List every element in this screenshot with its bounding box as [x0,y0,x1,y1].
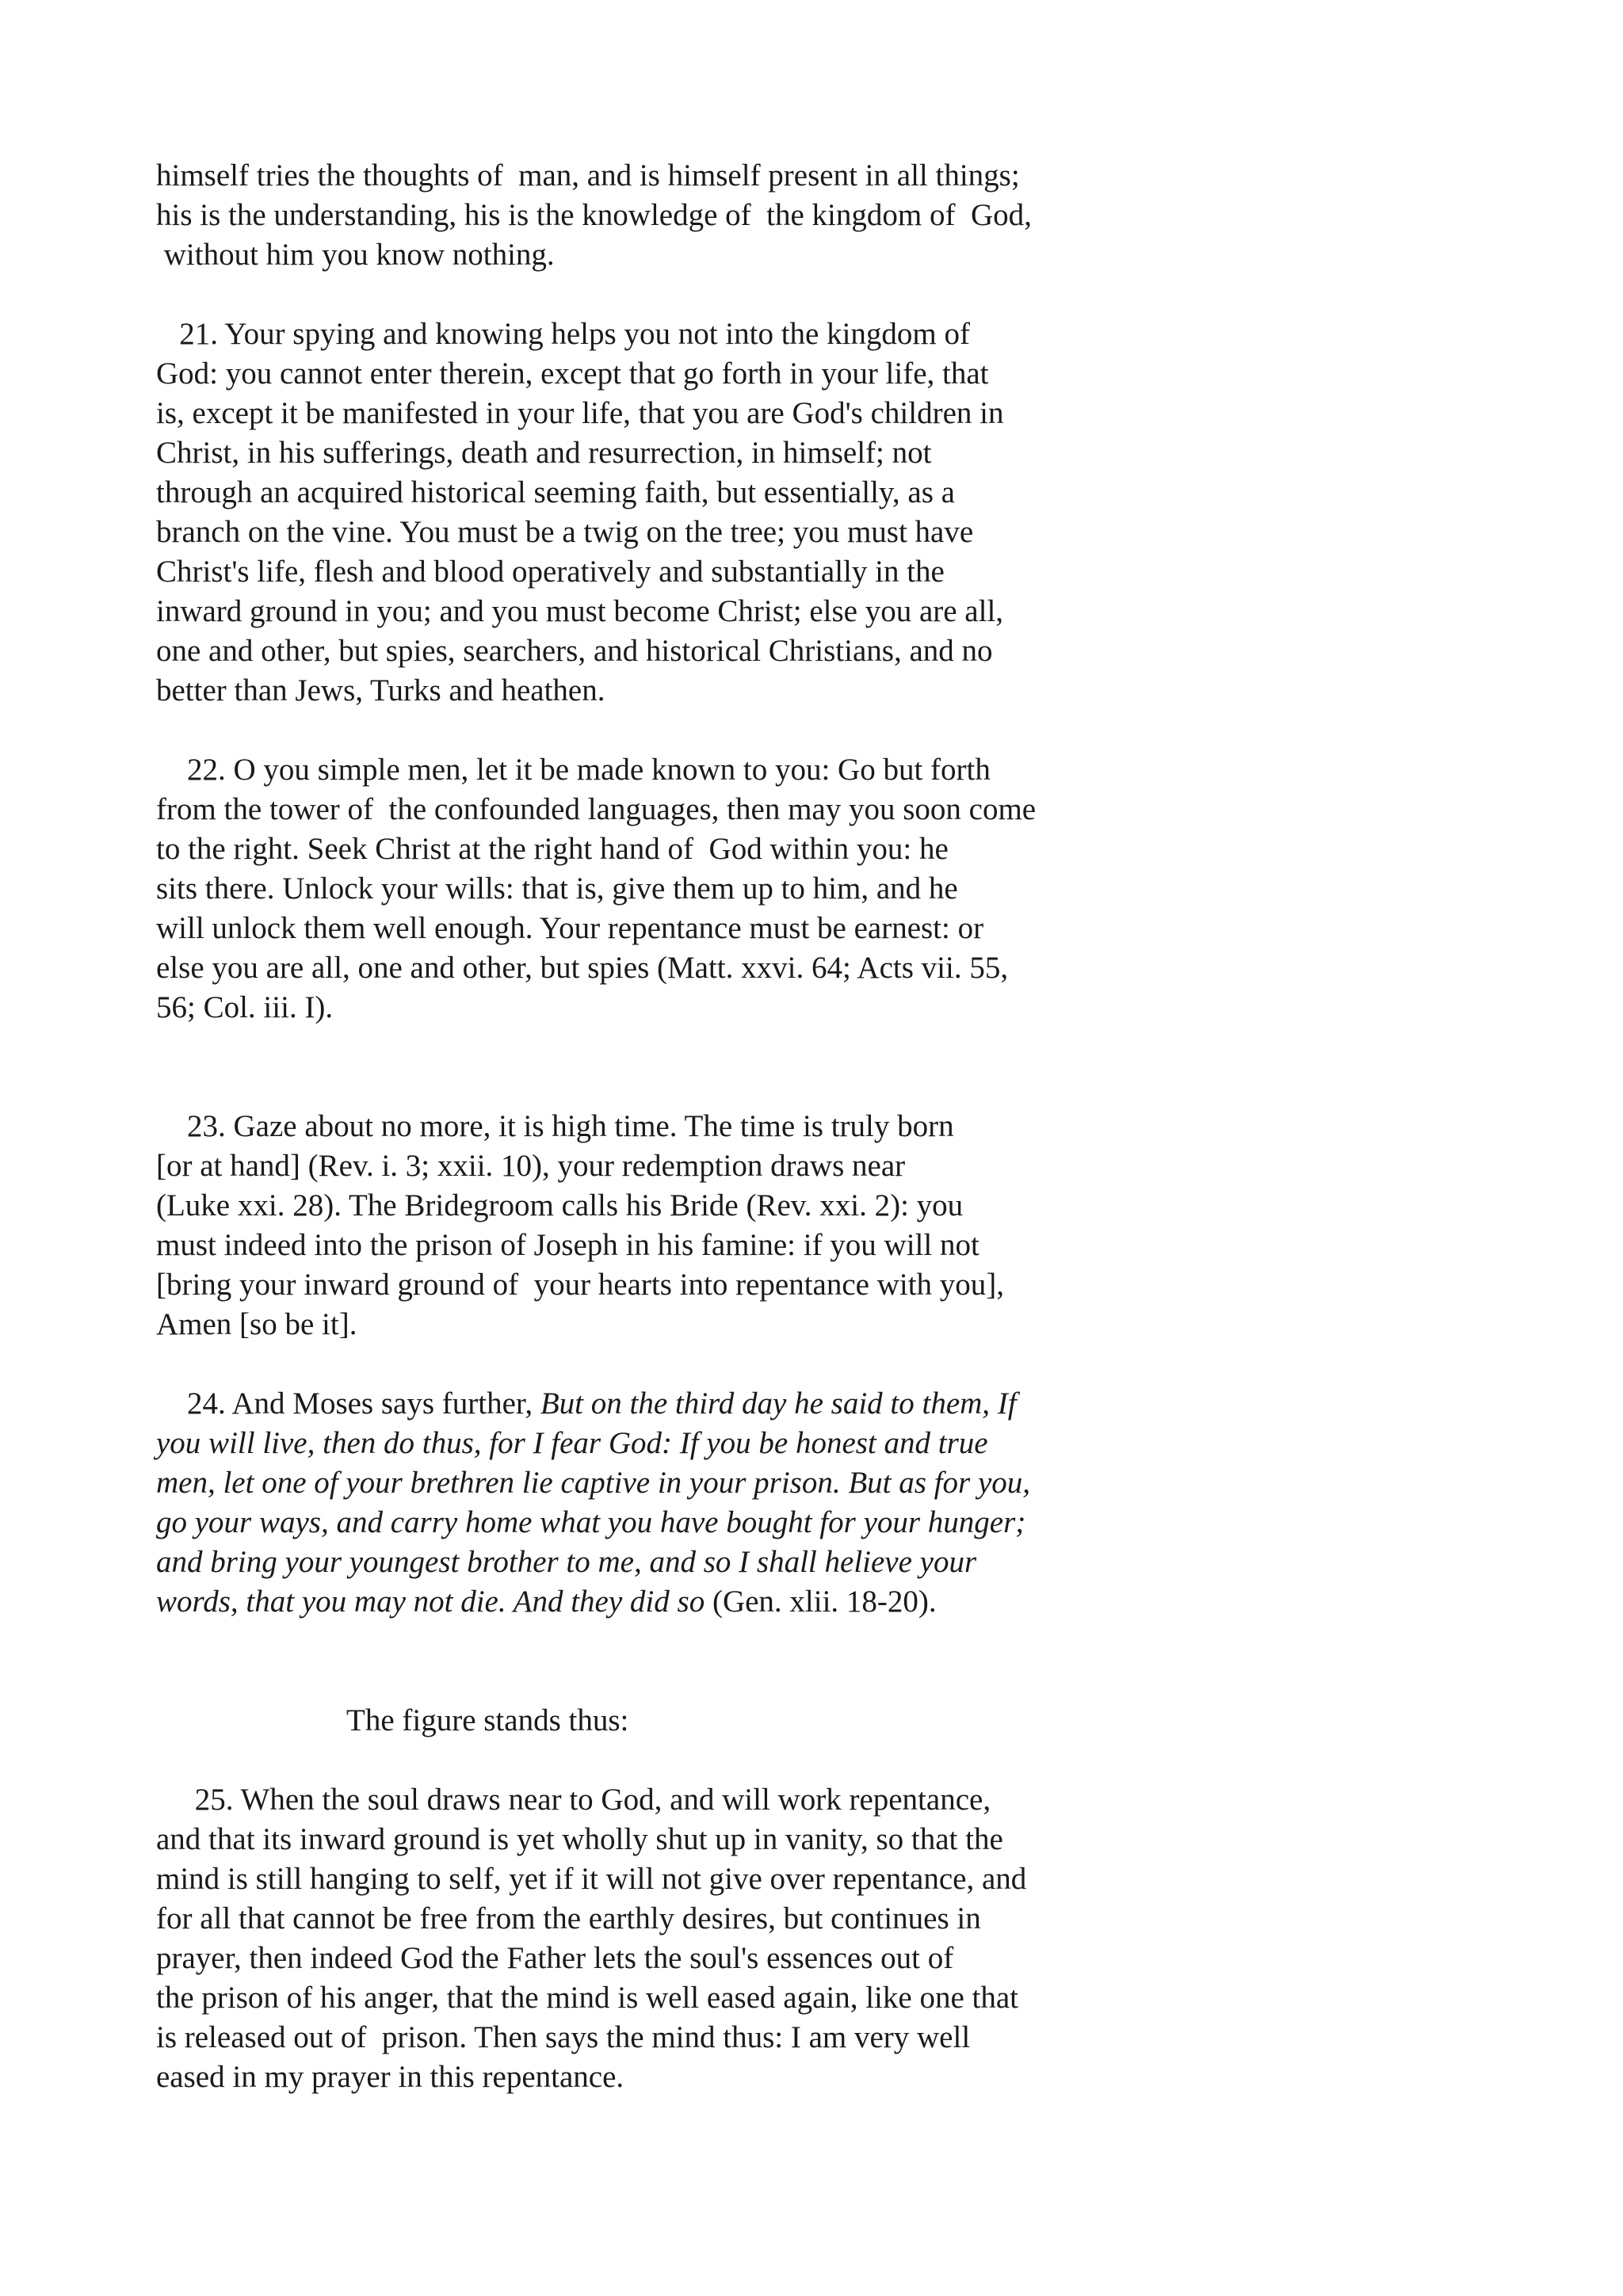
paragraph-gap [156,1344,1186,1384]
text-line: eased in my prayer in this repentance. [156,2060,624,2094]
paragraph-gap [156,275,1186,315]
text-line: for all that cannot be free from the earthly desires, but continues in [156,1901,981,1936]
text-line: 21. Your spying and knowing helps you not into the kingdom of [156,317,971,351]
text-line: better than Jews, Turks and heathen. [156,673,605,707]
text-line: branch on the vine. You must be a twig on the tree; you must have [156,515,974,549]
text-line: 25. When the soul draws near to God, and will work repentance, [156,1783,991,1817]
figure-caption: The figure stands thus: [346,1703,629,1737]
scripture-reference: (Gen. xlii. 18-20). [705,1585,937,1619]
italic-quotation-line: men, let one of your brethren lie captive in your prison. But as for you, [156,1466,1031,1500]
paragraph-gap [156,1622,1186,1701]
text-line: and that its inward ground is yet wholly shut up in vanity, so that the [156,1822,1003,1856]
italic-quotation-line: go your ways, and carry home what you have bought for your hunger; [156,1505,1026,1539]
text-line: is, except it be manifested in your life, that you are God's children in [156,396,1004,430]
paragraph-21 [156,315,1186,711]
text-line: 22. O you simple men, let it be made known to you: Go but forth [156,753,991,787]
paragraph-22 [156,750,1186,1028]
text-line: from the tower of the confounded languages, then may you soon come [156,792,1037,826]
italic-quotation-line: you will live, then do thus, for I fear God: If you be honest and true [156,1426,988,1460]
italic-quotation-line: and bring your youngest brother to me, and so I shall helieve your [156,1545,977,1579]
paragraph-gap [156,1028,1186,1107]
text-line: prayer, then indeed God the Father lets the soul's essences out of [156,1941,954,1975]
text-line: must indeed into the prison of Joseph in his famine: if you will not [156,1228,980,1262]
paragraph-20-continuation [156,156,1186,275]
text-line: Christ, in his sufferings, death and resurrection, in himself; not [156,436,932,470]
text-line: mind is still hanging to self, yet if it will not give over repentance, and [156,1862,1027,1896]
text-line: (Luke xxi. 28). The Bridegroom calls his Bride (Rev. xxi. 2): you [156,1188,964,1222]
text-line: Amen [so be it]. [156,1307,357,1341]
text-line: [bring your inward ground of your hearts into repentance with you], [156,1268,1005,1302]
text-line: 23. Gaze about no more, it is high time. The time is truly born [156,1109,954,1143]
text-line: to the right. Seek Christ at the right hand of God within you: he [156,832,949,866]
text-line: his is the understanding, his is the knowledge of the kingdom of God, [156,198,1032,232]
text-line: [or at hand] (Rev. i. 3; xxii. 10), your redemption draws near [156,1149,906,1183]
text-line [156,1582,1186,1622]
italic-quotation: words, that you may not die. And they did so [156,1585,705,1619]
text-line: without him you know nothing. [156,238,555,272]
text-column [156,156,1186,2097]
paragraph-23 [156,1107,1186,1344]
paragraph-gap [156,1741,1186,1780]
text-line: the prison of his anger, that the mind is well eased again, like one that [156,1981,1018,2015]
text-line: 56; Col. iii. I). [156,990,334,1024]
roman-text: 24. And Moses says further, [156,1386,540,1421]
text-line: Christ's life, flesh and blood operatively and substantially in the [156,555,945,589]
paragraph-25 [156,1780,1186,2097]
italic-quotation: But on the third day he said to them, If [540,1386,1017,1421]
text-line: is released out of prison. Then says the mind thus: I am very well [156,2020,971,2054]
text-line: sits there. Unlock your wills: that is, give them up to him, and he [156,871,958,906]
paragraph-24 [156,1384,1186,1622]
text-line: else you are all, one and other, but spies (Matt. xxvi. 64; Acts vii. 55, [156,951,1009,985]
text-line: inward ground in you; and you must become Christ; else you are all, [156,594,1004,628]
text-line: through an acquired historical seeming faith, but essentially, as a [156,475,955,509]
text-line: will unlock them well enough. Your repentance must be earnest: or [156,911,984,945]
text-line [156,1384,1186,1424]
text-line: one and other, but spies, searchers, and historical Christians, and no [156,634,993,668]
paragraph-gap [156,711,1186,750]
text-line: himself tries the thoughts of man, and is himself present in all things; [156,158,1020,193]
text-line: God: you cannot enter therein, except that go forth in your life, that [156,357,989,391]
